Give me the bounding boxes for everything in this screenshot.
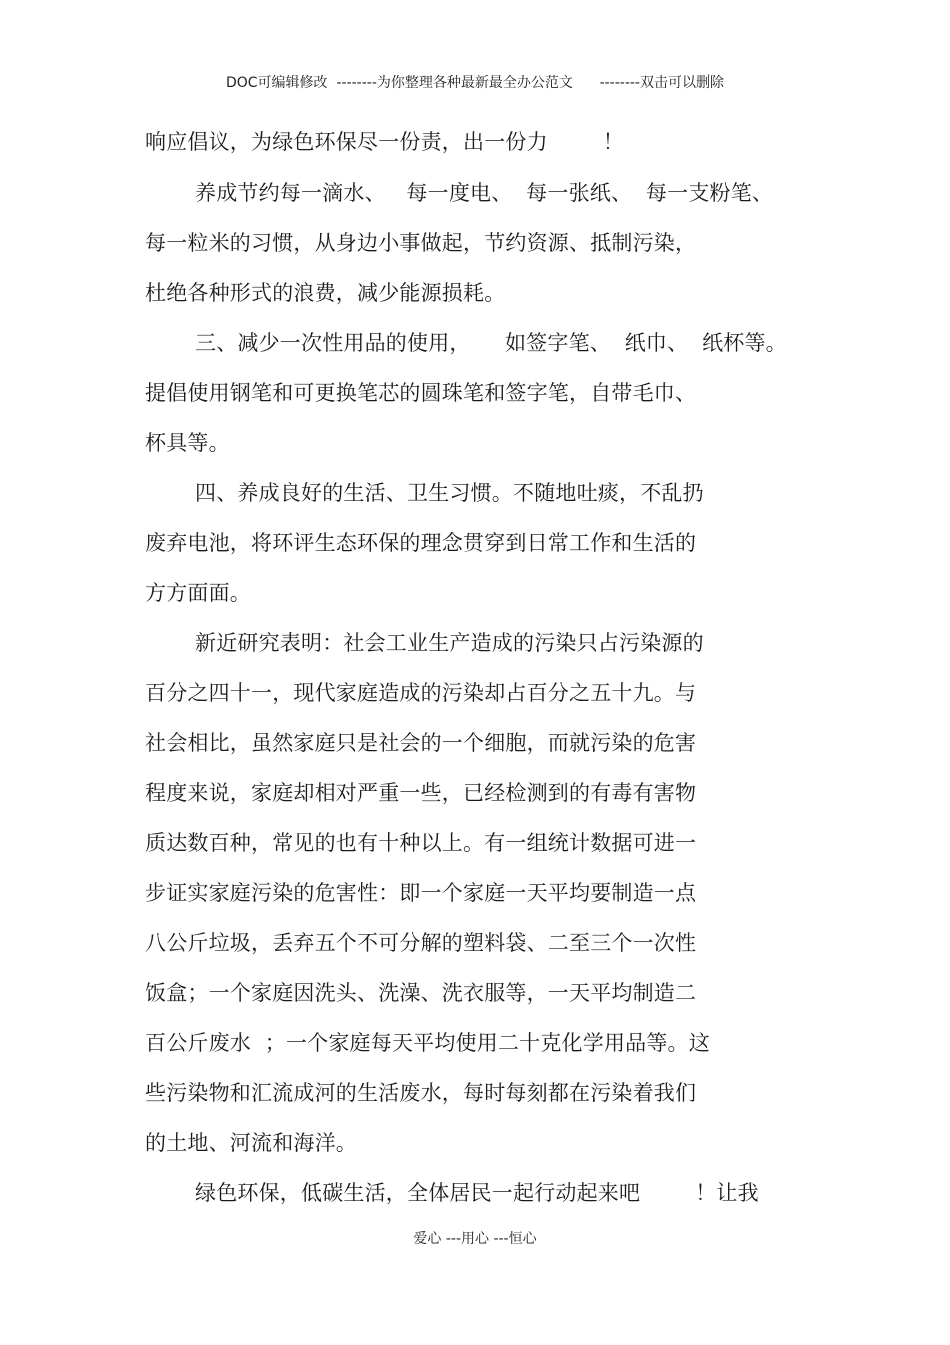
text-line-6: 提倡使用钢笔和可更换笔芯的圆珠笔和签字笔，自带毛巾、 [145, 381, 697, 405]
text-line-8: 四、养成良好的生活、卫生习惯。不随地吐痰，不乱扔 [195, 481, 704, 505]
text-line-13: 社会相比，虽然家庭只是社会的一个细胞，而就污染的危害 [145, 731, 697, 755]
text-line-9: 废弃电池，将环评生态环保的理念贯穿到日常工作和生活的 [145, 531, 697, 555]
text-line-10: 方方面面。 [145, 581, 251, 605]
text-line-7: 杯具等。 [145, 431, 230, 455]
text-line-4: 杜绝各种形式的浪费，减少能源损耗。 [145, 281, 506, 305]
page-footer: 爱心 ---用心 ---恒心 [413, 1231, 537, 1247]
text-line-19: 百公斤废水 ；一个家庭每天平均使用二十克化学用品等。这 [145, 1031, 710, 1055]
page-header: DOC可编辑修改 --------为你整理各种最新最全办公范文 --------双击可以删除 [225, 75, 724, 91]
text-line-12: 百分之四十一，现代家庭造成的污染却占百分之五十九。与 [145, 681, 697, 705]
text-line-1: 响应倡议，为绿色环保尽一份责，出一份力 ！ [145, 130, 625, 154]
text-line-5: 三、减少一次性用品的使用， 如签字笔、 纸巾、 纸杯等。 [195, 331, 787, 355]
text-line-17: 八公斤垃圾，丢弃五个不可分解的塑料袋、二至三个一次性 [145, 931, 697, 955]
text-line-14: 程度来说，家庭却相对严重一些，已经检测到的有毒有害物 [145, 781, 697, 805]
text-line-2: 养成节约每一滴水、 每一度电、 每一张纸、 每一支粉笔、 [195, 181, 774, 205]
text-line-22: 绿色环保，低碳生活，全体居民一起行动起来吧 ！让我 [195, 1181, 759, 1205]
text-line-3: 每一粒米的习惯，从身边小事做起，节约资源、抵制污染， [145, 231, 697, 255]
text-line-20: 些污染物和汇流成河的生活废水，每时每刻都在污染着我们 [145, 1081, 697, 1105]
text-line-15: 质达数百种，常见的也有十种以上。有一组统计数据可进一 [145, 831, 697, 855]
text-line-18: 饭盒；一个家庭因洗头、洗澡、洗衣服等，一天平均制造二 [145, 981, 697, 1005]
text-line-11: 新近研究表明：社会工业生产造成的污染只占污染源的 [195, 631, 704, 655]
text-line-21: 的土地、河流和海洋。 [145, 1131, 357, 1155]
text-line-16: 步证实家庭污染的危害性：即一个家庭一天平均要制造一点 [145, 881, 697, 905]
